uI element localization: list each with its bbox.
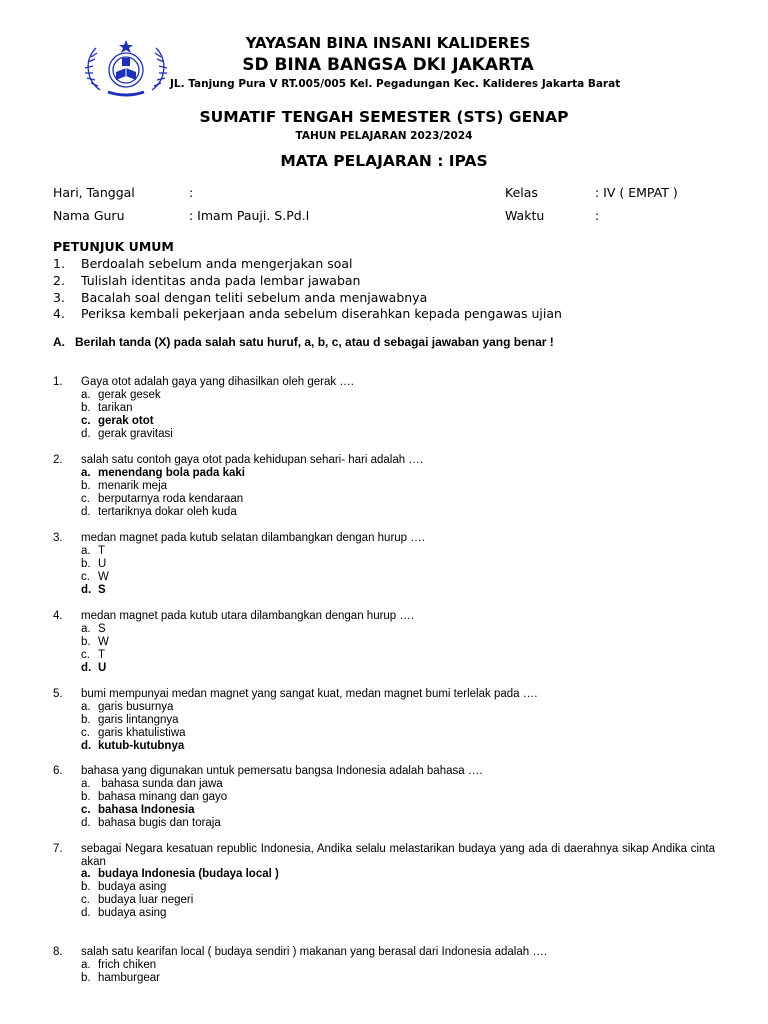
option-letter: a. <box>81 545 91 557</box>
options-list <box>81 389 173 441</box>
option-letter: b. <box>81 972 91 984</box>
option[interactable] <box>81 894 279 907</box>
option-correct[interactable] <box>81 662 109 675</box>
instructions-title: PETUNJUK UMUM <box>53 239 174 254</box>
teacher-label: Nama Guru <box>53 208 125 223</box>
option[interactable] <box>81 791 227 804</box>
exam-title: SUMATIF TENGAH SEMESTER (STS) GENAP <box>199 108 569 126</box>
option[interactable] <box>81 402 173 415</box>
time-label: Waktu <box>505 208 545 223</box>
option-letter: a. <box>81 701 91 713</box>
section-a-heading <box>53 335 554 349</box>
option-text: tarikan <box>98 402 133 414</box>
option-letter: a. <box>81 778 91 790</box>
option-correct[interactable] <box>81 740 186 753</box>
option-text: W <box>98 571 109 583</box>
option-letter: c. <box>81 727 90 739</box>
option-letter: b. <box>81 881 91 893</box>
option[interactable] <box>81 701 186 714</box>
option[interactable] <box>81 480 245 493</box>
option-letter: b. <box>81 480 91 492</box>
option-letter: d. <box>81 662 92 674</box>
instruction-text: Berdoalah sebelum anda mengerjakan soal <box>81 256 353 271</box>
option-text: budaya luar negeri <box>98 894 194 906</box>
option[interactable] <box>81 545 109 558</box>
question-number: 2. <box>53 454 63 466</box>
options-list <box>81 623 109 675</box>
option[interactable] <box>81 571 109 584</box>
option-text: garis lintangnya <box>98 714 179 726</box>
section-letter: A. <box>53 335 65 349</box>
foundation-name: YAYASAN BINA INSANI KALIDERES <box>245 34 531 52</box>
option-letter: b. <box>81 402 91 414</box>
option[interactable] <box>81 727 186 740</box>
option-text: T <box>98 649 106 661</box>
question-number: 7. <box>53 843 63 855</box>
option[interactable] <box>81 817 227 830</box>
option-text: gerak gravitasi <box>98 428 173 440</box>
option-correct[interactable] <box>81 415 173 428</box>
option-text: hamburgear <box>98 972 161 984</box>
option[interactable] <box>81 959 160 972</box>
option-text: S <box>98 623 106 635</box>
option-letter: c. <box>81 415 91 427</box>
option-letter: c. <box>81 493 90 505</box>
option-correct[interactable] <box>81 467 245 480</box>
option-correct[interactable] <box>81 584 109 597</box>
instruction-text: Periksa kembali pekerjaan anda sebelum diserahkan kepada pengawas ujian <box>81 306 562 322</box>
option-text: budaya asing <box>98 907 167 919</box>
options-list <box>81 868 279 920</box>
option-text: bahasa sunda dan jawa <box>98 778 223 790</box>
school-crest-icon <box>78 38 174 98</box>
option-letter: d. <box>81 817 91 829</box>
option-letter: a. <box>81 959 91 971</box>
option-correct[interactable] <box>81 868 279 881</box>
instruction-item <box>53 273 562 290</box>
option-letter: c. <box>81 571 90 583</box>
class-label: Kelas <box>505 185 538 200</box>
option-correct[interactable] <box>81 804 227 817</box>
instruction-item <box>53 290 562 307</box>
option-text: bahasa minang dan gayo <box>98 791 228 803</box>
academic-year: TAHUN PELAJARAN 2023/2024 <box>295 130 473 142</box>
option-text: budaya Indonesia (budaya local ) <box>98 868 279 880</box>
question-text: bumi mempunyai medan magnet yang sangat kuat, medan magnet bumi terlelak pada …. <box>81 688 538 700</box>
option-text: kutub-kutubnya <box>98 740 185 752</box>
option-letter: d. <box>81 428 91 440</box>
option-text: T <box>98 545 106 557</box>
question-text: salah satu kearifan local ( budaya sendiri ) makanan yang berasal dari Indonesia adalah …. <box>81 946 548 958</box>
instruction-number: 2. <box>53 272 65 288</box>
option-text: bahasa bugis dan toraja <box>98 817 221 829</box>
instruction-text: Tulislah identitas anda pada lembar jawaban <box>81 272 361 288</box>
option-text: tertariknya dokar oleh kuda <box>98 506 237 518</box>
option-letter: c. <box>81 649 90 661</box>
teacher-value: : Imam Pauji. S.Pd.I <box>189 208 310 223</box>
option[interactable] <box>81 778 227 791</box>
option-letter: d. <box>81 740 92 752</box>
question-text: bahasa yang digunakan untuk pemersatu bangsa Indonesia adalah bahasa …. <box>81 765 483 777</box>
day-label: Hari, Tanggal <box>53 185 135 200</box>
subject-title: MATA PELAJARAN : IPAS <box>280 152 488 170</box>
instruction-number: 3. <box>53 289 65 305</box>
option[interactable] <box>81 506 245 519</box>
instruction-item <box>53 306 562 323</box>
options-list <box>81 778 227 830</box>
question-text: sebagai Negara kesatuan republic Indonesia, Andika selalu melastarikan budaya yang ada di daerahnya sikap Andika cinta akan <box>81 843 715 868</box>
option-text: U <box>98 558 107 570</box>
option-letter: c. <box>81 894 90 906</box>
section-instruction: Berilah tanda (X) pada salah satu huruf, a, b, c, atau d sebagai jawaban yang benar ! <box>75 335 554 349</box>
question-number: 3. <box>53 532 63 544</box>
option-text: gerak otot <box>98 415 154 427</box>
option-text: budaya asing <box>98 881 167 893</box>
option-letter: b. <box>81 558 91 570</box>
option-letter: b. <box>81 636 91 648</box>
option-text: W <box>98 636 109 648</box>
option-text: U <box>98 662 107 674</box>
option[interactable] <box>81 558 109 571</box>
option[interactable] <box>81 714 186 727</box>
instruction-number: 4. <box>53 306 65 322</box>
instruction-text: Bacalah soal dengan teliti sebelum anda menjawabnya <box>81 289 428 305</box>
time-value: : <box>595 208 600 223</box>
option-text: berputarnya roda kendaraan <box>98 493 244 505</box>
school-name: SD BINA BANGSA DKI JAKARTA <box>242 55 534 75</box>
option[interactable] <box>81 428 173 441</box>
option-text: bahasa Indonesia <box>98 804 195 816</box>
option-text: menendang bola pada kaki <box>98 467 245 479</box>
option[interactable] <box>81 623 109 636</box>
option-letter: a. <box>81 389 91 401</box>
option-letter: d. <box>81 907 91 919</box>
question-number: 4. <box>53 610 63 622</box>
instruction-number: 1. <box>53 256 65 271</box>
class-value: : IV ( EMPAT ) <box>595 185 678 200</box>
option[interactable] <box>81 907 279 920</box>
option[interactable] <box>81 636 109 649</box>
question-number: 5. <box>53 688 63 700</box>
question-text: salah satu contoh gaya otot pada kehidupan sehari- hari adalah …. <box>81 454 424 466</box>
options-list <box>81 959 160 985</box>
option-letter: b. <box>81 714 91 726</box>
option-letter: a. <box>81 623 91 635</box>
option[interactable] <box>81 972 160 985</box>
option-letter: a. <box>81 868 91 880</box>
option-letter: c. <box>81 804 91 816</box>
options-list <box>81 701 186 753</box>
question-number: 8. <box>53 946 63 958</box>
option[interactable] <box>81 649 109 662</box>
question-text: medan magnet pada kutub selatan dilambangkan dengan hurup …. <box>81 532 425 544</box>
option-text: menarik meja <box>98 480 168 492</box>
school-address: JL. Tanjung Pura V RT.005/005 Kel. Pegadungan Kec. Kalideres Jakarta Barat <box>170 78 621 90</box>
option-letter: b. <box>81 791 91 803</box>
question-text: medan magnet pada kutub utara dilambangkan dengan hurup …. <box>81 610 415 622</box>
options-list <box>81 467 245 519</box>
option-letter: a. <box>81 467 91 479</box>
option[interactable] <box>81 389 173 402</box>
option-letter: d. <box>81 506 91 518</box>
day-value: : <box>189 185 194 200</box>
options-list <box>81 545 109 597</box>
option[interactable] <box>81 881 279 894</box>
question-number: 6. <box>53 765 63 777</box>
option-text: garis khatulistiwa <box>98 727 186 739</box>
option-text: gerak gesek <box>98 389 161 401</box>
option-text: frich chiken <box>98 959 157 971</box>
instructions-list <box>53 256 562 323</box>
option-text: S <box>98 584 106 596</box>
option-letter: d. <box>81 584 92 596</box>
option-text: garis busurnya <box>98 701 174 713</box>
question-number: 1. <box>53 376 63 388</box>
instruction-item <box>53 256 562 273</box>
question-text: Gaya otot adalah gaya yang dihasilkan oleh gerak …. <box>81 376 354 388</box>
option[interactable] <box>81 493 245 506</box>
